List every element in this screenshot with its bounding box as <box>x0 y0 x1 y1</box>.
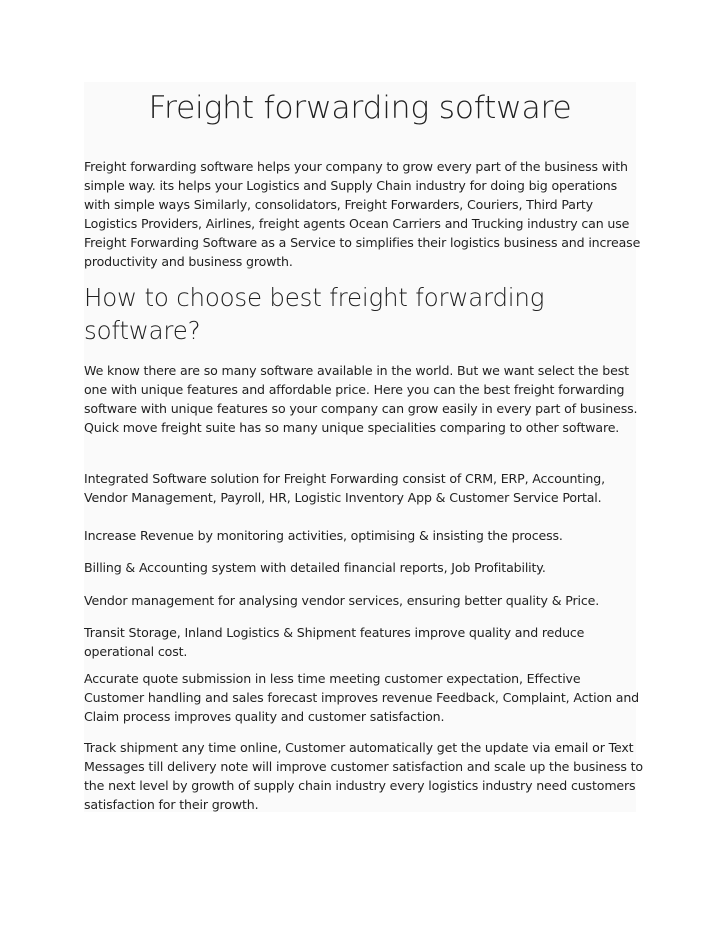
document-page <box>84 82 643 812</box>
paragraph-vendor-management: Vendor management for analysing vendor services, ensuring better quality & Price. <box>84 593 600 608</box>
paragraph-integrated-solution: Integrated Software solution for Freight Forwarding consist of CRM, ERP, Accounting, Vendor Management, Payroll, HR, Logistic Inventory App & Customer Service Portal. <box>84 471 605 505</box>
paragraph-increase-revenue: Increase Revenue by monitoring activities, optimising & insisting the process. <box>84 528 563 543</box>
page-title: Freight forwarding software <box>148 90 572 126</box>
section-heading: How to choose best freight forwarding software? <box>84 283 545 345</box>
paragraph-transit-storage: Transit Storage, Inland Logistics & Shipment features improve quality and reduce operational cost. <box>84 625 585 659</box>
paragraph-quote-submission: Accurate quote submission in less time meeting customer expectation, Effective Customer handling and sales forecast improves revenue Feedback, Complaint, Action and Claim process improves quality and customer satisfaction. <box>84 671 640 724</box>
paragraph-track-shipment: Track shipment any time online, Customer automatically get the update via email or Text Messages till delivery note will improve customer satisfaction and scale up the business to the next level by growth of supply chain industry every logistics industry need customers satisfaction for their growth. <box>84 740 643 812</box>
intro-paragraph: Freight forwarding software helps your company to grow every part of the business with simple way. its helps your Logistics and Supply Chain industry for doing big operations with simple ways Similarly, consolidators, Freight Forwarders, Couriers, Third Party Logistics Providers, Airlines, freight agents Ocean Carriers and Trucking industry can use Freight Forwarding Software as a Service to simplifies their logistics business and increase productivity and business growth. <box>84 159 641 269</box>
paragraph-software-selection: We know there are so many software available in the world. But we want select the best one with unique features and affordable price. Here you can the best freight forwarding software with unique features so your company can grow easily in every part of business. Quick move freight suite has so many unique specialities comparing to other software. <box>84 363 638 435</box>
paragraph-billing-accounting: Billing & Accounting system with detailed financial reports, Job Profitability. <box>84 560 546 575</box>
